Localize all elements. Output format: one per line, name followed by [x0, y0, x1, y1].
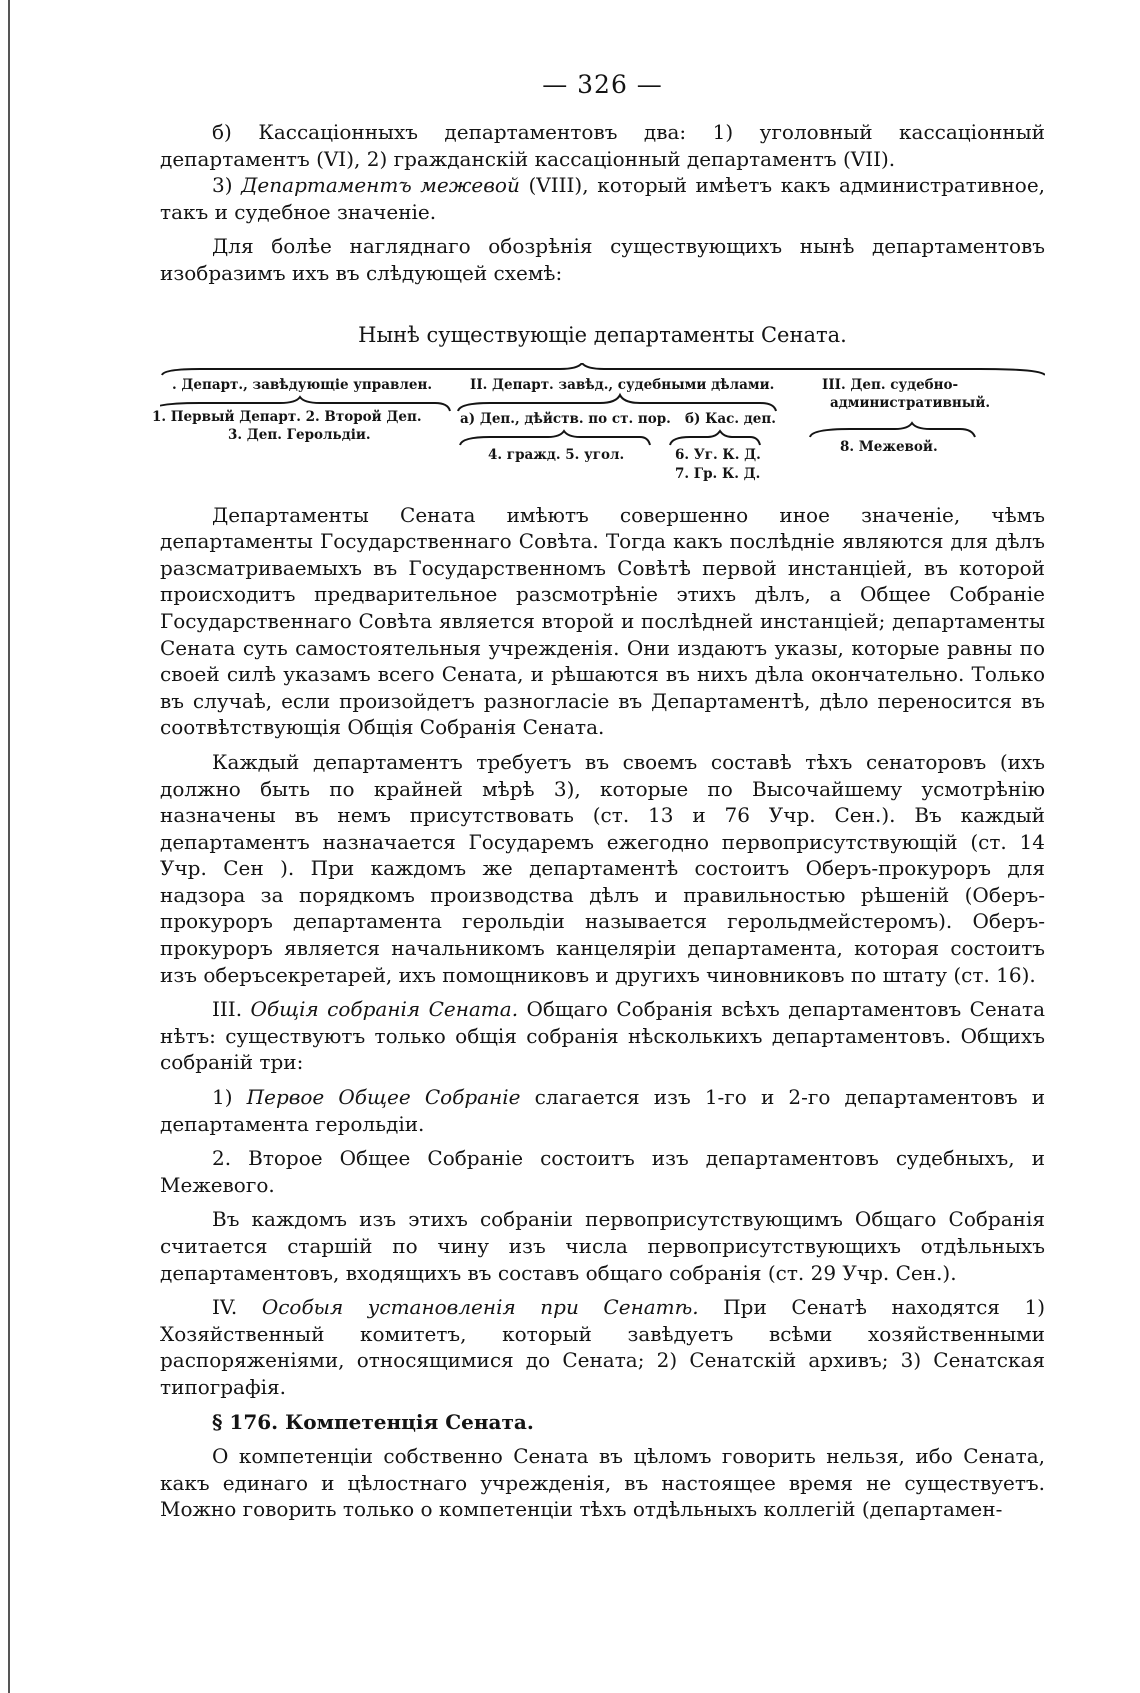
col1-line1: 1. Первый Департ. 2. Второй Деп. — [152, 408, 422, 425]
first-assembly-num: 1) — [212, 1085, 233, 1110]
col3-brace — [810, 423, 975, 437]
scheme-title: Нынѣ существующіе департаменты Сената. — [358, 322, 847, 347]
col2-sub-b-item1: 6. Уг. К. Д. — [675, 446, 761, 463]
paragraph-presiding: Въ каждомъ изъ этихъ собраніи первоприсутствующимъ Общаго Собранія считается старшій по чину изъ числа первоприсутствующихъ отдѣльныхъ департаментовъ, входящихъ въ составъ общаго собранія (ст. 29 Учр. Сен.). — [160, 1207, 1045, 1285]
general-assemblies-emphasis: Общія собранія Сената. — [250, 997, 519, 1022]
page-number: — 326 — — [542, 70, 663, 99]
paragraph-survey-dept — [160, 172, 1045, 225]
col2-header: II. Департ. завѣд., судебными дѣлами. — [470, 376, 775, 393]
paragraph-survey-num: 3) — [212, 173, 233, 198]
paragraph-general-assemblies — [160, 996, 1045, 1076]
col2-brace — [458, 395, 776, 411]
first-assembly-rest: слагается изъ 1-го и 2-го департаментовъ и департамента герольдіи. — [160, 1085, 1046, 1136]
general-assemblies-rest: Общаго Собранія всѣхъ департаментовъ Сената нѣтъ: существуютъ только общія собранія нѣсколькихъ департаментовъ. Общихъ собраній три: — [160, 997, 1045, 1075]
paragraph-senators: Каждый департаментъ требуетъ въ своемъ составѣ тѣхъ сенаторовъ (ихъ должно быть по крайней мѣрѣ 3), которые по Высочайшему усмотрѣнію назначены въ немъ присутствовать (ст. 13 и 76 Учр. Сен.). Въ каждый департаментъ назначается Государемъ ежегодно первоприсутствующій (ст. 14 Учр. Сен ). При каждомъ же департаментѣ состоитъ Оберъ-прокуроръ для надзора за порядкомъ производства дѣлъ и правильностью рѣшеній (Оберъ-прокуроръ департамента герольдіи называется герольдмейстеромъ). Оберъ-прокуроръ является начальникомъ канцеляріи департамента, которая состоитъ изъ оберъсекретарей, ихъ помощниковъ и другихъ чиновниковъ по штату (ст. 16). — [160, 749, 1045, 987]
paragraph-first-assembly — [160, 1084, 1045, 1137]
paragraph-survey-rest: (VIII), который имѣетъ какъ административное, такъ и судебное значеніе. — [160, 173, 1046, 224]
paragraph-special-institutions — [160, 1294, 1045, 1400]
first-assembly-emphasis: Первое Общее Собраніе — [246, 1085, 521, 1110]
senate-scheme — [152, 363, 1045, 488]
special-institutions-num: IV. — [212, 1295, 238, 1320]
col3-item: 8. Межевой. — [840, 438, 938, 455]
section-heading: § 176. Компетенція Сената. — [212, 1409, 534, 1434]
col3-header1: III. Деп. судебно- — [822, 376, 959, 393]
paragraph-second-assembly: 2. Второе Общее Собраніе состоитъ изъ департаментовъ судебныхъ, и Межевого. — [160, 1146, 1045, 1197]
book-page — [152, 70, 1046, 1523]
col2-sub-b-item2: 7. Гр. К. Д. — [675, 465, 761, 482]
col1-header: . Департ., завѣдующіе управлен. — [172, 376, 433, 393]
col2-sub-b: б) Кас. деп. — [685, 410, 776, 427]
col3-header2: административный. — [830, 394, 991, 411]
sub-b-brace — [670, 431, 760, 445]
paragraph-scheme-intro: Для болѣе нагляднаго обозрѣнія существующихъ нынѣ департаментовъ изобразимъ ихъ въ слѣдующей схемѣ: — [160, 234, 1045, 285]
special-institutions-rest: При Сенатѣ находятся 1) Хозяйственный комитетъ, который завѣдуетъ всѣми хозяйственными распоряженіями, относящимися до Сената; 2) Сенатскій архивъ; 3) Сенатская типографія. — [160, 1295, 1045, 1399]
general-assemblies-num: III. — [212, 997, 243, 1022]
survey-dept-emphasis: Департаментъ межевой — [241, 173, 520, 198]
special-institutions-emphasis: Особыя установленія при Сенатѣ. — [261, 1295, 699, 1320]
col1-line2: 3. Деп. Герольдіи. — [228, 426, 371, 443]
col2-sub-a: а) Деп., дѣйств. по ст. пор. — [460, 410, 671, 427]
paragraph-cassation: б) Кассаціонныхъ департаментовъ два: 1) уголовный кассаціонный департаментъ (VI), 2) гражданскій кассаціонный департаментъ (VII). — [160, 120, 1045, 171]
sub-a-brace — [460, 431, 650, 445]
page-edge-line — [8, 0, 10, 1693]
paragraph-departments-meaning: Департаменты Сената имѣютъ совершенно иное значеніе, чѣмъ департаменты Государственнаго Совѣта. Тогда какъ послѣдніе являются для дѣлъ разсматриваемыхъ въ Государственномъ Совѣтѣ первой инстанціей, въ которой происходитъ предварительное разсмотрѣніе этихъ дѣлъ, а Общее Собраніе Государственнаго Совѣта является второй и послѣдней инстанціей; департаменты Сената суть самостоятельныя учрежденія. Они издаютъ указы, которые равны по своей силѣ указамъ всего Сената, и рѣшаются въ нихъ дѣла окончательно. Только въ случаѣ, если произойдетъ разногласіе въ Департаментѣ, дѣло переносится въ соотвѣтствующія Общія Собранія Сената. — [160, 502, 1045, 740]
paragraph-competence: О компетенціи собственно Сената въ цѣломъ говорить нельзя, ибо Сената, какъ единаго и цѣлостнаго учрежденія, въ настоящее время не существуетъ. Можно говорить только о компетенціи тѣхъ отдѣльныхъ коллегій (департамен- — [160, 1444, 1045, 1522]
top-brace — [162, 363, 1045, 375]
col2-sub-a-items: 4. гражд. 5. угол. — [488, 446, 625, 463]
